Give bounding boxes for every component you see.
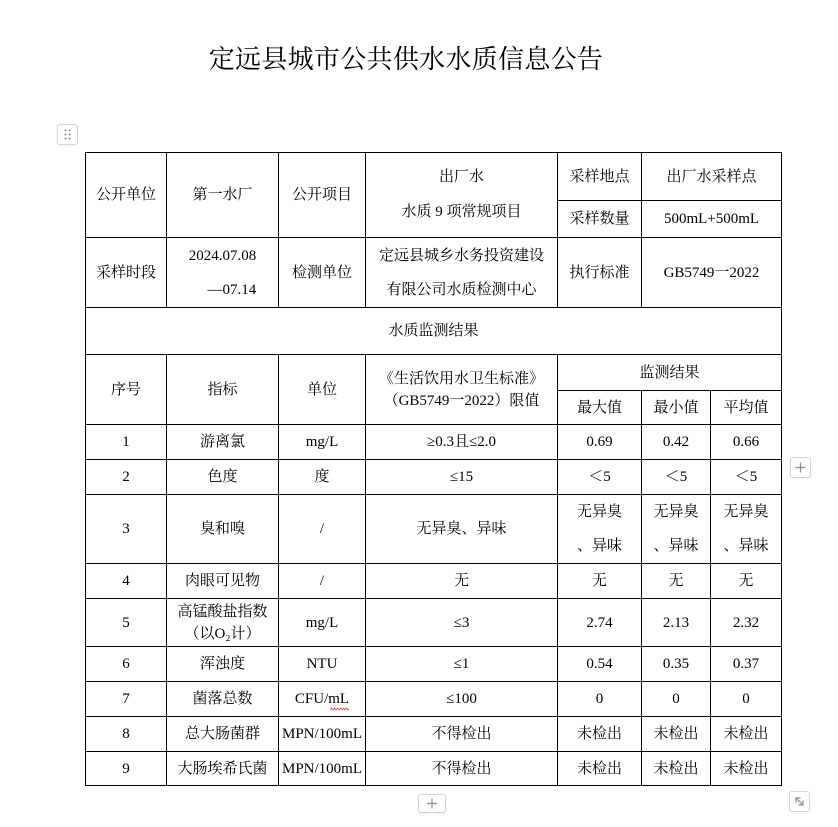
max-value: 2.74 <box>558 599 642 647</box>
period-label: 采样时段 <box>86 238 167 308</box>
row-number: 9 <box>86 752 167 786</box>
avg-value: 未检出 <box>711 717 782 752</box>
value-line: 、异味 <box>653 538 699 554</box>
indicator-unit: NTU <box>279 647 366 682</box>
quantity-label: 采样数量 <box>558 201 642 238</box>
row-number: 8 <box>86 717 167 752</box>
max-value: 0.69 <box>558 425 642 460</box>
result-row <box>86 460 782 495</box>
indicator-unit: / <box>279 495 366 564</box>
spellcheck-underline <box>330 707 349 711</box>
table-drag-handle[interactable] <box>57 124 78 145</box>
resize-icon <box>790 792 809 811</box>
value-line: 无异臭 <box>723 504 769 520</box>
indicator-name: 游离氯 <box>167 425 279 460</box>
site-label: 采样地点 <box>558 153 642 201</box>
row-number: 2 <box>86 460 167 495</box>
header-min: 最小值 <box>642 391 711 425</box>
water-quality-table <box>85 152 782 786</box>
max-value: ＜5 <box>558 460 642 495</box>
min-value: 0 <box>642 682 711 717</box>
publisher-label: 公开单位 <box>86 153 167 238</box>
indicator-unit: 度 <box>279 460 366 495</box>
lab-line: 定远县城乡水务投资建设 <box>378 247 544 264</box>
value-line: 、异味 <box>723 538 769 554</box>
row-number: 4 <box>86 564 167 599</box>
header-avg: 平均值 <box>711 391 782 425</box>
section-title: 水质监测结果 <box>86 308 782 355</box>
header-no: 序号 <box>86 355 167 425</box>
standard-limit: ≤3 <box>366 599 558 647</box>
max-value: 无 <box>558 564 642 599</box>
info-row-period <box>86 238 782 308</box>
quantity-value: 500mL+500mL <box>642 201 782 238</box>
indicator-unit: mg/L <box>279 425 366 460</box>
row-number: 1 <box>86 425 167 460</box>
result-row <box>86 599 782 647</box>
item-line: 水质 9 项常规项目 <box>401 204 522 220</box>
min-value <box>642 495 711 564</box>
indicator-line: （以O₂计） <box>184 625 261 642</box>
lab-line: 有限公司水质检测中心 <box>386 281 537 298</box>
info-row-site <box>86 153 782 201</box>
result-row <box>86 717 782 752</box>
standard-label: 执行标准 <box>558 238 642 308</box>
indicator-name: 大肠埃希氏菌 <box>167 752 279 786</box>
period-line: 2024.07.08 <box>188 247 257 264</box>
max-value: 未检出 <box>558 752 642 786</box>
table-resize-handle[interactable] <box>789 791 810 812</box>
result-row <box>86 752 782 786</box>
min-value: 0.35 <box>642 647 711 682</box>
header-limit-line: （GB5749一2022）限值 <box>383 392 540 409</box>
lab-label: 检测单位 <box>279 238 366 308</box>
result-row <box>86 682 782 717</box>
avg-value: ＜5 <box>711 460 782 495</box>
header-limit <box>366 355 558 425</box>
min-value: 无 <box>642 564 711 599</box>
unit-text-wrap <box>295 689 349 709</box>
header-unit: 单位 <box>279 355 366 425</box>
indicator-name: 肉眼可见物 <box>167 564 279 599</box>
min-value: 未检出 <box>642 717 711 752</box>
indicator-unit: mg/L <box>279 599 366 647</box>
standard-limit: ≤100 <box>366 682 558 717</box>
indicator-name <box>167 599 279 647</box>
header-limit-line: 《生活饮用水卫生标准》 <box>378 370 544 387</box>
add-row-button[interactable] <box>418 794 446 813</box>
result-row <box>86 495 782 564</box>
publisher-value: 第一水厂 <box>167 153 279 238</box>
page-title: 定远县城市公共供水水质信息公告 <box>208 45 604 74</box>
indicator-unit: MPN/100mL <box>279 717 366 752</box>
row-number: 7 <box>86 682 167 717</box>
avg-value: 无 <box>711 564 782 599</box>
header-indicator: 指标 <box>167 355 279 425</box>
unit-text: CFU/mL <box>294 691 350 707</box>
avg-value: 2.32 <box>711 599 782 647</box>
max-value: 0.54 <box>558 647 642 682</box>
min-value: 2.13 <box>642 599 711 647</box>
indicator-name: 色度 <box>167 460 279 495</box>
standard-value: GB5749一2022 <box>642 238 782 308</box>
min-value: ＜5 <box>642 460 711 495</box>
value-line: 、异味 <box>576 538 622 554</box>
avg-value: 0 <box>711 682 782 717</box>
min-value: 0.42 <box>642 425 711 460</box>
header-max: 最大值 <box>558 391 642 425</box>
plus-icon <box>791 458 810 477</box>
standard-limit: ≤15 <box>366 460 558 495</box>
period-line: —07.14 <box>207 281 257 298</box>
result-row <box>86 425 782 460</box>
site-value: 出厂水采样点 <box>642 153 782 201</box>
indicator-name: 臭和嗅 <box>167 495 279 564</box>
result-row <box>86 564 782 599</box>
item-value <box>366 153 558 238</box>
result-row <box>86 647 782 682</box>
value-line: 无异臭 <box>576 504 622 520</box>
avg-value: 0.66 <box>711 425 782 460</box>
indicator-unit <box>279 682 366 717</box>
standard-limit: 不得检出 <box>366 717 558 752</box>
indicator-name: 菌落总数 <box>167 682 279 717</box>
standard-limit: 无 <box>366 564 558 599</box>
item-label: 公开项目 <box>279 153 366 238</box>
item-line: 出厂水 <box>438 169 484 185</box>
max-value: 未检出 <box>558 717 642 752</box>
standard-limit: 无异臭、异味 <box>366 495 558 564</box>
indicator-line: 高锰酸盐指数 <box>177 603 268 620</box>
avg-value <box>711 495 782 564</box>
avg-value: 未检出 <box>711 752 782 786</box>
indicator-unit: MPN/100mL <box>279 752 366 786</box>
indicator-unit: / <box>279 564 366 599</box>
header-row <box>86 355 782 391</box>
period-value <box>167 238 279 308</box>
lab-value <box>366 238 558 308</box>
period-lines <box>189 239 257 307</box>
row-number: 3 <box>86 495 167 564</box>
row-number: 5 <box>86 599 167 647</box>
min-value: 未检出 <box>642 752 711 786</box>
value-line: 无异臭 <box>653 504 699 520</box>
max-value: 0 <box>558 682 642 717</box>
table-body <box>86 153 782 786</box>
drag-handle-icon <box>58 125 77 144</box>
standard-limit: 不得检出 <box>366 752 558 786</box>
plus-icon <box>419 795 445 812</box>
indicator-name: 总大肠菌群 <box>167 717 279 752</box>
standard-limit: ≤1 <box>366 647 558 682</box>
standard-limit: ≥0.3且≤2.0 <box>366 425 558 460</box>
add-column-button[interactable] <box>790 457 811 478</box>
max-value <box>558 495 642 564</box>
avg-value: 0.37 <box>711 647 782 682</box>
header-monitoring: 监测结果 <box>558 355 782 391</box>
section-title-row <box>86 308 782 355</box>
row-number: 6 <box>86 647 167 682</box>
indicator-name: 浑浊度 <box>167 647 279 682</box>
